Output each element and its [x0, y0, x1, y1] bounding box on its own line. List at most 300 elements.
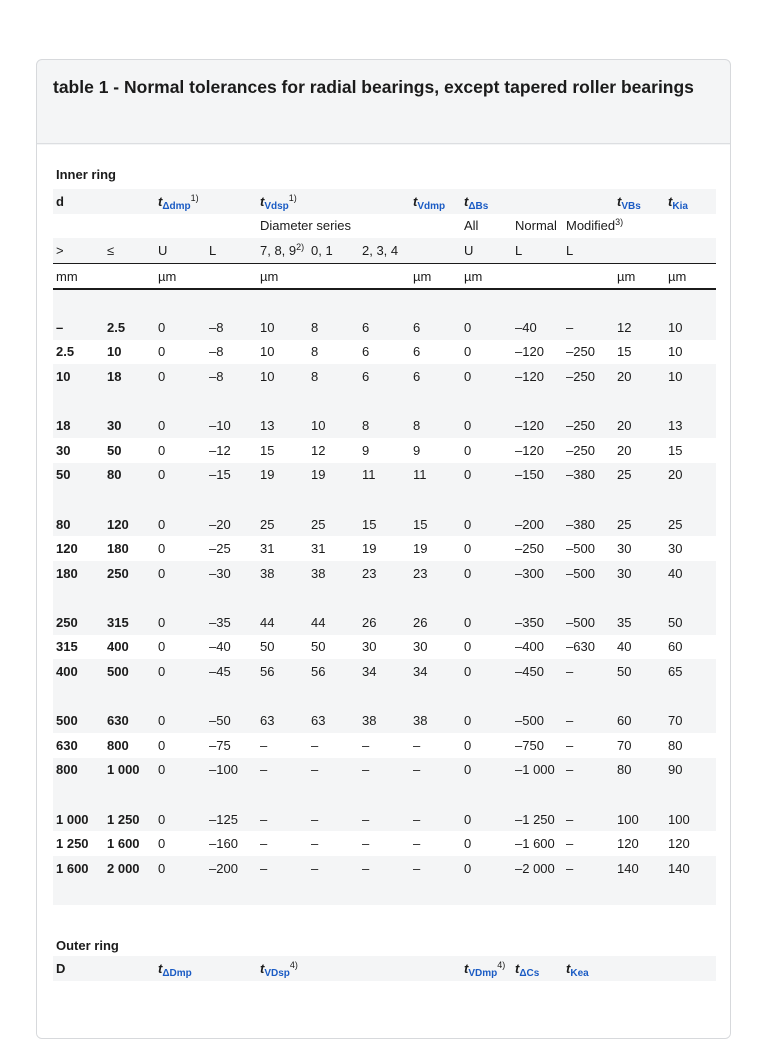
table-cell: –10: [206, 413, 257, 438]
table-cell: –45: [206, 659, 257, 684]
table-cell: 15: [260, 442, 275, 458]
cell-d-gt: 80: [53, 512, 104, 537]
table-cell: –: [563, 659, 614, 684]
table-cell: 10: [308, 413, 359, 438]
cell-d-le: 10: [107, 344, 122, 360]
table-cell: 0: [158, 344, 166, 360]
cell-d-gt: 180: [53, 561, 104, 586]
table-cell: 38: [359, 708, 410, 733]
table-cell: –35: [206, 610, 257, 635]
cell-d-gt: 120: [56, 541, 78, 557]
table-cell: 38: [410, 708, 461, 733]
outer-ring-heading: Outer ring: [56, 938, 119, 954]
table-cell: 50: [614, 659, 665, 684]
table-cell: –400: [515, 639, 544, 655]
cell-d-le: 400: [107, 639, 129, 655]
table-row: [53, 807, 716, 832]
table-cell: –500: [563, 561, 614, 586]
col-t-kia: $t_{Kia}$: [665, 189, 716, 214]
table-cell: –: [260, 836, 268, 852]
table-cell: 0: [461, 512, 512, 537]
table-cell: 23: [359, 561, 410, 586]
table-cell: 100: [665, 807, 716, 832]
table-cell: 15: [668, 442, 683, 458]
group-spacer-row: [53, 487, 716, 512]
inner-ring-heading: Inner ring: [56, 166, 116, 182]
table-cell: –: [563, 758, 614, 783]
series-234-label: 2, 3, 4: [359, 238, 410, 263]
table-cell: 15: [617, 344, 632, 360]
table-cell: 13: [257, 413, 308, 438]
table-cell: 0: [158, 737, 166, 753]
cell-d-gt: 10: [53, 364, 104, 389]
table-cell: 0: [155, 315, 206, 340]
table-cell: –: [563, 856, 614, 881]
table-cell: –300: [512, 561, 563, 586]
table-cell: 38: [257, 561, 308, 586]
cell-d-gt: 2.5: [56, 344, 75, 360]
table-cell: –: [308, 856, 359, 881]
cell-d-le: 800: [107, 737, 129, 753]
tolerance-table: [53, 159, 716, 981]
group-spacer-row: [53, 881, 716, 906]
table-cell: 80: [614, 758, 665, 783]
table-cell: 8: [410, 413, 461, 438]
table-row: [53, 659, 716, 684]
table-cell: 26: [359, 610, 410, 635]
table-cell: –15: [206, 463, 257, 488]
table-cell: 30: [668, 541, 683, 557]
table-cell: –40: [209, 639, 231, 655]
table-cell: –: [410, 758, 461, 783]
table-cell: 31: [311, 541, 326, 557]
lower-label-2: L: [512, 238, 563, 263]
table-card: [36, 59, 731, 1039]
cell-d-le: 315: [104, 610, 155, 635]
table-row: [53, 364, 716, 389]
table-cell: 30: [362, 639, 377, 655]
cell-d-le: 30: [104, 413, 155, 438]
table-row: [53, 758, 716, 783]
table-cell: –: [563, 315, 614, 340]
cell-d-gt: 630: [56, 737, 78, 753]
le-label: ≤: [104, 238, 155, 263]
col-t-VDsp: $t_{VDsp}^{4)}$: [257, 956, 461, 981]
cell-d-gt: 1 600: [53, 856, 104, 881]
table-cell: 0: [155, 463, 206, 488]
table-cell: –120: [515, 344, 544, 360]
table-cell: 0: [464, 541, 472, 557]
table-cell: 0: [158, 442, 166, 458]
table-cell: 19: [257, 463, 308, 488]
col-t-Kea: $t_{Kea}$: [563, 956, 614, 981]
unit-um: µm: [410, 263, 461, 289]
table-cell: 34: [359, 659, 410, 684]
table-cell: 0: [155, 708, 206, 733]
table-cell: –750: [515, 737, 544, 753]
unit-um: µm: [665, 263, 716, 289]
lower-label: L: [206, 238, 257, 263]
table-cell: –30: [206, 561, 257, 586]
col-d: d: [53, 189, 104, 214]
table-cell: 8: [359, 413, 410, 438]
table-cell: 30: [617, 541, 632, 557]
table-row: [53, 635, 716, 660]
cell-d-gt: 30: [56, 442, 71, 458]
unit-um: µm: [257, 263, 308, 289]
cell-d-le: 180: [107, 541, 129, 557]
table-cell: 25: [614, 463, 665, 488]
table-cell: 0: [461, 364, 512, 389]
table-cell: 9: [362, 442, 370, 458]
table-cell: 0: [155, 561, 206, 586]
table-cell: 11: [359, 463, 410, 488]
inner-units-row: [53, 263, 716, 289]
table-cell: 6: [362, 344, 370, 360]
group-spacer-row: [53, 289, 716, 315]
table-row: [53, 561, 716, 586]
col-t-dmp: $t_{\Delta dmp}^{1)}$: [155, 189, 257, 214]
table-cell: 0: [464, 344, 472, 360]
table-row: [53, 831, 716, 856]
table-row: [53, 413, 716, 438]
table-cell: 20: [665, 463, 716, 488]
table-cell: 26: [410, 610, 461, 635]
table-cell: 6: [359, 315, 410, 340]
table-cell: 10: [665, 364, 716, 389]
group-spacer-row: [53, 586, 716, 611]
table-cell: 70: [665, 708, 716, 733]
table-cell: –1 250: [512, 807, 563, 832]
table-cell: 19: [308, 463, 359, 488]
table-cell: 25: [614, 512, 665, 537]
lower-label-3: L: [563, 238, 614, 263]
table-cell: 0: [464, 737, 472, 753]
table-cell: –2 000: [512, 856, 563, 881]
table-row: [53, 610, 716, 635]
table-caption: [37, 60, 730, 144]
cell-d-gt: 500: [53, 708, 104, 733]
table-cell: –150: [512, 463, 563, 488]
modified-label: Modified$^{3)}$: [566, 217, 624, 234]
table-cell: 12: [311, 442, 326, 458]
table-cell: –500: [512, 708, 563, 733]
col-t-vbs: $t_{VBs}$: [614, 189, 665, 214]
table-cell: 13: [665, 413, 716, 438]
table-cell: 30: [413, 639, 428, 655]
table-cell: –: [257, 856, 308, 881]
table-cell: 11: [410, 463, 461, 488]
cell-d-le: 50: [107, 442, 122, 458]
upper-label-2: U: [461, 238, 512, 263]
table-cell: –25: [209, 541, 231, 557]
table-cell: 15: [359, 512, 410, 537]
table-cell: –40: [512, 315, 563, 340]
all-label: All: [464, 218, 479, 234]
table-cell: –: [257, 758, 308, 783]
table-cell: 44: [257, 610, 308, 635]
table-cell: 20: [617, 442, 632, 458]
table-cell: 0: [461, 659, 512, 684]
table-cell: 50: [311, 639, 326, 655]
table-cell: –: [362, 836, 370, 852]
table-cell: –200: [512, 512, 563, 537]
table-cell: 56: [308, 659, 359, 684]
inner-subheader-row: [53, 214, 716, 239]
table-cell: 25: [308, 512, 359, 537]
cell-d-le: 2 000: [104, 856, 155, 881]
table-cell: 6: [410, 315, 461, 340]
table-cell: 0: [461, 315, 512, 340]
table-cell: 10: [665, 315, 716, 340]
table-row: [53, 536, 716, 561]
table-cell: 100: [614, 807, 665, 832]
table-cell: 31: [260, 541, 275, 557]
cell-d-gt: 315: [56, 639, 78, 655]
table-cell: 0: [155, 413, 206, 438]
table-cell: 6: [413, 344, 421, 360]
table-cell: –250: [566, 442, 595, 458]
gt-label: >: [53, 238, 104, 263]
table-cell: 140: [614, 856, 665, 881]
table-cell: –120: [515, 442, 544, 458]
table-cell: –75: [209, 737, 231, 753]
table-cell: –: [563, 708, 614, 733]
cell-d-le: 630: [104, 708, 155, 733]
cell-d-le: 120: [104, 512, 155, 537]
table-cell: 60: [614, 708, 665, 733]
table-cell: 6: [359, 364, 410, 389]
table-cell: –250: [515, 541, 544, 557]
table-cell: 0: [461, 856, 512, 881]
table-cell: 0: [461, 561, 512, 586]
table-cell: 0: [155, 610, 206, 635]
table-cell: 50: [665, 610, 716, 635]
cell-d-le: 1 000: [104, 758, 155, 783]
table-cell: 0: [155, 807, 206, 832]
table-cell: 40: [617, 639, 632, 655]
table-cell: –120: [512, 364, 563, 389]
unit-um: µm: [614, 263, 665, 289]
table-cell: 140: [665, 856, 716, 881]
table-cell: –8: [209, 344, 224, 360]
table-cell: 38: [308, 561, 359, 586]
cell-d-gt: 1 250: [56, 836, 89, 852]
col-D: D: [53, 956, 104, 981]
table-cell: –: [311, 836, 319, 852]
table-cell: –: [563, 807, 614, 832]
table-cell: –250: [563, 413, 614, 438]
cell-d-gt: 1 000: [53, 807, 104, 832]
table-cell: 0: [464, 836, 472, 852]
unit-mm: mm: [53, 263, 104, 289]
table-cell: 30: [614, 561, 665, 586]
table-cell: –20: [206, 512, 257, 537]
table-cell: –: [257, 807, 308, 832]
group-spacer-row: [53, 782, 716, 807]
table-cell: 0: [461, 708, 512, 733]
cell-d-le: 2.5: [104, 315, 155, 340]
outer-header-row: [53, 956, 716, 981]
table-cell: 34: [410, 659, 461, 684]
table-cell: 0: [461, 758, 512, 783]
table-cell: 0: [158, 639, 166, 655]
cell-d-le: 1 250: [104, 807, 155, 832]
table-cell: –380: [563, 463, 614, 488]
unit-um: µm: [461, 263, 512, 289]
table-cell: 15: [410, 512, 461, 537]
col-t-bs: $t_{\Delta Bs}$: [461, 189, 614, 214]
table-cell: 0: [461, 807, 512, 832]
table-cell: –: [359, 758, 410, 783]
table-cell: 0: [158, 541, 166, 557]
table-cell: –: [359, 856, 410, 881]
table-cell: –100: [206, 758, 257, 783]
table-cell: 35: [614, 610, 665, 635]
table-cell: 120: [617, 836, 639, 852]
table-cell: –630: [566, 639, 595, 655]
inner-header-row: [53, 189, 716, 214]
cell-d-gt: –: [53, 315, 104, 340]
table-cell: 12: [614, 315, 665, 340]
table-cell: 0: [155, 758, 206, 783]
table-cell: 65: [665, 659, 716, 684]
series-01-label: 0, 1: [308, 238, 359, 263]
cell-d-gt: 400: [53, 659, 104, 684]
table-cell: 0: [155, 856, 206, 881]
table-cell: 0: [461, 463, 512, 488]
table-cell: –8: [206, 364, 257, 389]
table-cell: 70: [617, 737, 632, 753]
table-cell: 0: [155, 659, 206, 684]
table-cell: –: [311, 737, 319, 753]
table-cell: –: [308, 758, 359, 783]
table-cell: –1 600: [515, 836, 555, 852]
cell-d-le: 250: [104, 561, 155, 586]
table-cell: –1 000: [512, 758, 563, 783]
table-cell: 0: [158, 836, 166, 852]
table-cell: 63: [257, 708, 308, 733]
table-cell: 25: [665, 512, 716, 537]
col-t-vdmp: $t_{Vdmp}$: [410, 189, 461, 214]
table-cell: –250: [566, 344, 595, 360]
group-spacer-row: [53, 389, 716, 414]
group-spacer-row: [53, 684, 716, 709]
cell-d-le: 80: [104, 463, 155, 488]
table-cell: –: [260, 737, 268, 753]
table-cell: –350: [512, 610, 563, 635]
cell-d-le: 18: [104, 364, 155, 389]
table-cell: –500: [566, 541, 595, 557]
table-cell: 10: [260, 344, 275, 360]
table-cell: 50: [260, 639, 275, 655]
table-cell: –: [566, 836, 574, 852]
table-cell: 6: [410, 364, 461, 389]
table-row: [53, 733, 716, 758]
table-row: [53, 708, 716, 733]
table-cell: 0: [464, 639, 472, 655]
table-cell: –: [410, 807, 461, 832]
table-row: [53, 315, 716, 340]
table-cell: 0: [155, 512, 206, 537]
table-cell: –: [362, 737, 370, 753]
table-cell: –250: [563, 364, 614, 389]
table-cell: –450: [512, 659, 563, 684]
cell-d-gt: 18: [53, 413, 104, 438]
table-cell: 20: [614, 364, 665, 389]
table-row: [53, 512, 716, 537]
table-cell: 63: [308, 708, 359, 733]
table-cell: –: [413, 836, 421, 852]
inner-bounds-row: [53, 238, 716, 263]
table-cell: 0: [461, 413, 512, 438]
table-row: [53, 463, 716, 488]
table-cell: 8: [308, 364, 359, 389]
table-cell: 23: [410, 561, 461, 586]
table-cell: –: [308, 807, 359, 832]
table-cell: 60: [668, 639, 683, 655]
table-cell: 120: [668, 836, 690, 852]
table-cell: –: [410, 856, 461, 881]
table-cell: 25: [257, 512, 308, 537]
table-cell: 20: [614, 413, 665, 438]
series-789-label: 7, 8, 9$^{2)}$: [257, 238, 308, 263]
table-row: [53, 438, 716, 463]
table-cell: 0: [155, 364, 206, 389]
diameter-series-label: Diameter series: [260, 218, 352, 234]
table-title: table 1 - Normal tolerances for radial bearings, except tapered roller bearings: [53, 77, 694, 97]
table-cell: –: [413, 737, 421, 753]
table-cell: 19: [362, 541, 377, 557]
table-cell: 0: [464, 442, 472, 458]
cell-d-gt: 250: [53, 610, 104, 635]
table-cell: –380: [563, 512, 614, 537]
table-cell: 8: [308, 315, 359, 340]
table-cell: 10: [668, 344, 683, 360]
table-row: [53, 340, 716, 365]
table-cell: –50: [206, 708, 257, 733]
table-cell: 10: [257, 315, 308, 340]
table-row: [53, 856, 716, 881]
col-t-VDmp: $t_{VDmp}^{4)}$: [461, 956, 512, 981]
table-cell: 19: [413, 541, 428, 557]
table-cell: 10: [257, 364, 308, 389]
table-cell: 44: [308, 610, 359, 635]
cell-d-gt: 800: [53, 758, 104, 783]
unit-um: µm: [155, 263, 206, 289]
table-cell: 0: [461, 610, 512, 635]
cell-d-le: 500: [104, 659, 155, 684]
table-cell: –125: [206, 807, 257, 832]
upper-label: U: [155, 238, 206, 263]
table-body: [37, 145, 730, 1038]
table-cell: –160: [209, 836, 238, 852]
table-cell: –: [566, 737, 574, 753]
col-t-Dmp: $t_{\Delta Dmp}$: [155, 956, 257, 981]
table-cell: –8: [206, 315, 257, 340]
table-cell: 9: [413, 442, 421, 458]
table-cell: –120: [512, 413, 563, 438]
table-cell: –: [359, 807, 410, 832]
normal-label: Normal: [515, 218, 557, 234]
cell-d-le: 1 600: [107, 836, 140, 852]
table-cell: 80: [668, 737, 683, 753]
col-t-Cs: $t_{\Delta Cs}$: [512, 956, 563, 981]
table-cell: –200: [206, 856, 257, 881]
table-cell: 90: [665, 758, 716, 783]
table-cell: –500: [563, 610, 614, 635]
col-t-vdsp: $t_{Vdsp}^{1)}$: [257, 189, 410, 214]
